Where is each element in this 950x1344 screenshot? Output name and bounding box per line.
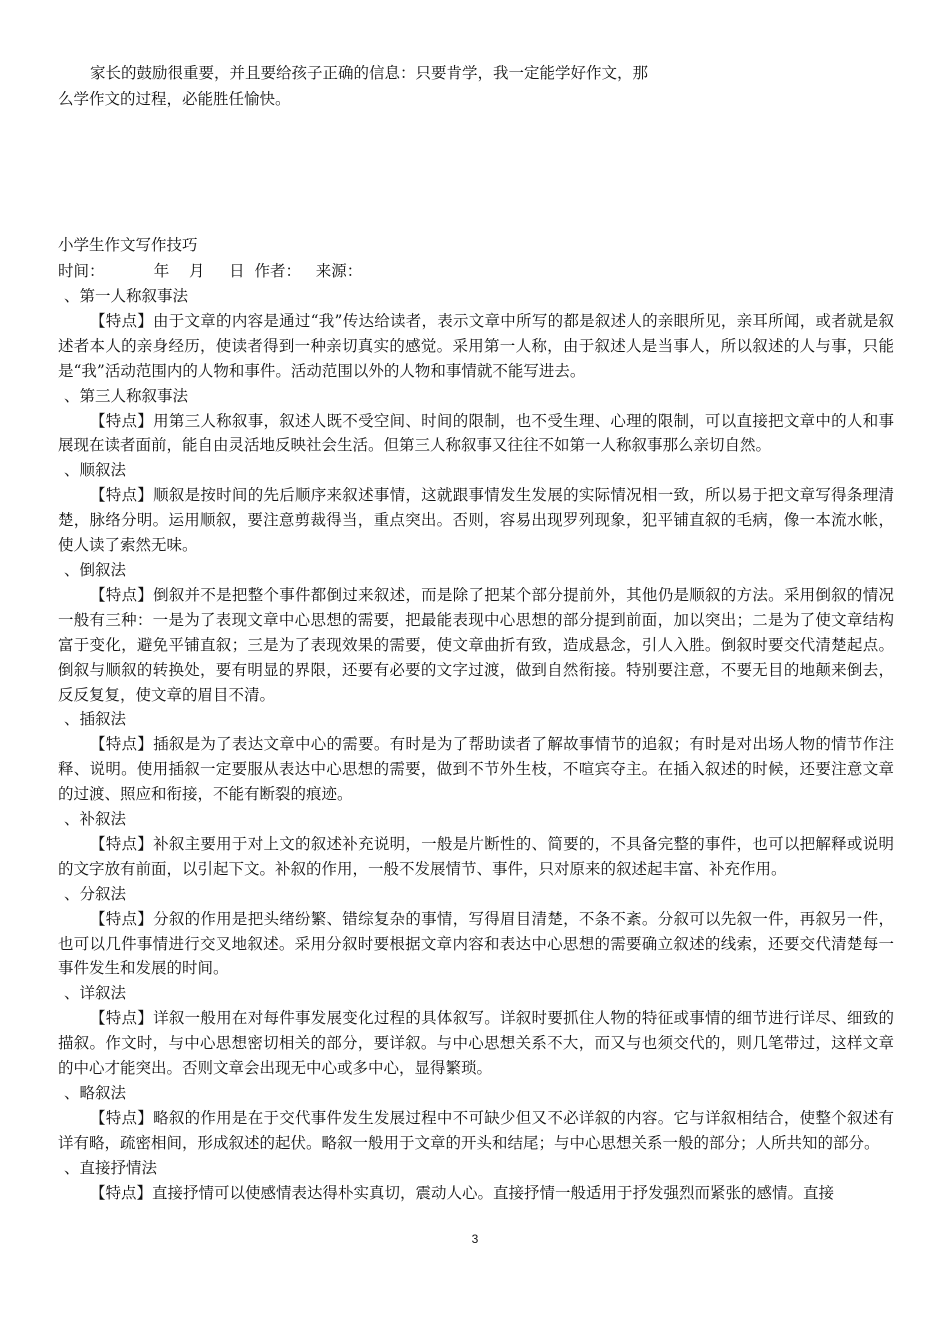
section-heading: 、第一人称叙事法 <box>64 287 189 305</box>
section <box>58 1156 894 1206</box>
feature-tag: 【特点】 <box>90 486 154 505</box>
section <box>58 1081 894 1156</box>
section-heading: 、插叙法 <box>64 710 127 729</box>
section-heading: 、直接抒情法 <box>64 1158 158 1177</box>
section-paragraph <box>58 732 894 807</box>
section <box>58 558 894 707</box>
section-paragraph <box>58 409 894 459</box>
section-paragraph <box>58 1181 894 1206</box>
section-text: 直接抒情可以使感情表达得朴实真切，震动人心。直接抒情一般适用于抒发强烈而紧张的感情。直接 <box>152 1183 835 1202</box>
section-paragraph <box>58 907 894 982</box>
intro-paragraph <box>58 60 738 112</box>
section <box>58 384 894 459</box>
feature-tag: 【特点】 <box>90 1108 154 1127</box>
section-heading: 、分叙法 <box>64 884 127 903</box>
section-paragraph <box>58 1006 894 1081</box>
section <box>58 807 894 882</box>
section-text: 插叙是为了表达文章中心的需要。有时是为了帮助读者了解故事情节的追叙；有时是对出场人物的情节作注释、说明。使用插叙一定要服从表达中心思想的需要，做到不节外生枝，不喧宾夺主。在插入叙述的时候，还要注意文章的过渡、照应和衔接，不能有断裂的痕迹。 <box>58 735 894 804</box>
section-text: 分叙的作用是把头绪纷繁、错综复杂的事情，写得眉目清楚，不条不紊。分叙可以先叙一件，再叙另一件，也可以几件事情进行交叉地叙述。采用分叙时要根据文章内容和表达中心思想的需要确立叙述的线索，还要交代清楚每一事件发生和发展的时间。 <box>58 909 894 978</box>
feature-tag: 【特点】 <box>90 735 154 754</box>
section <box>58 981 894 1081</box>
section-text: 略叙的作用是在于交代事件发生发展过程中不可缺少但又不必详叙的内容。它与详叙相结合，使整个叙述有详有略，疏密相间，形成叙述的起伏。略叙一般用于文章的开头和结尾；与中心思想关系一般的部分；人所共知的部分。 <box>58 1108 894 1152</box>
section-paragraph <box>58 583 894 708</box>
feature-tag: 【特点】 <box>90 834 154 853</box>
section-paragraph <box>58 832 894 882</box>
section-text: 顺叙是按时间的先后顺序来叙述事情，这就跟事情发生发展的实际情况相一致，所以易于把文章写得条理清楚，脉络分明。运用顺叙，要注意剪裁得当，重点突出。否则，容易出现罗列现象，犯平铺直叙的毛病，像一本流水帐，使人读了索然无味。 <box>58 486 894 555</box>
feature-tag: 【特点】 <box>90 311 154 330</box>
intro-line-1: 家长的鼓励很重要，并且要给孩子正确的信息：只要肯学，我一定能学好作文，那 <box>90 64 649 82</box>
page-number: 3 <box>471 1232 479 1246</box>
article-meta: 时间： 年 月 日 作者： 来源： <box>58 262 363 280</box>
feature-tag: 【特点】 <box>90 411 154 430</box>
section <box>58 284 894 384</box>
section-heading: 、倒叙法 <box>64 560 127 579</box>
section-text: 由于文章的内容是通过“我”传达给读者，表示文章中所写的都是叙述人的亲眼所见，亲耳所闻，或者就是叙述者本人的亲身经历，使读者得到一种亲切真实的感觉。采用第一人称，由于叙述人是当事人，所以叙述的人与事，只能是“我”活动范围内的人物和事件。活动范围以外的人物和事情就不能写进去。 <box>58 311 894 380</box>
section-paragraph <box>58 483 894 558</box>
section <box>58 458 894 558</box>
feature-tag: 【特点】 <box>90 1009 154 1028</box>
section-paragraph <box>58 309 894 384</box>
section <box>58 707 894 807</box>
section <box>58 882 894 982</box>
intro-line-2: 么学作文的过程，必能胜任愉快。 <box>58 90 291 108</box>
section-heading: 、详叙法 <box>64 984 127 1003</box>
feature-tag: 【特点】 <box>90 909 154 928</box>
section-heading: 、第三人称叙事法 <box>64 386 189 405</box>
section-text: 用第三人称叙事，叙述人既不受空间、时间的限制，也不受生理、心理的限制，可以直接把文章中的人和事展现在读者面前，能自由灵活地反映社会生活。但第三人称叙事又往往不如第一人称叙事那么亲切自然。 <box>58 411 894 455</box>
article-title: 小学生作文写作技巧 <box>58 236 198 254</box>
section-text: 倒叙并不是把整个事件都倒过来叙述，而是除了把某个部分提前外，其他仍是顺叙的方法。采用倒叙的情况一般有三种：一是为了表现文章中心思想的需要，把最能表现中心思想的部分提到前面，加以突出；二是为了使文章结构富于变化，避免平铺直叙；三是为了表现效果的需要，使文章曲折有致，造成悬念，引人入胜。倒叙时要交代清楚起点。倒叙与顺叙的转换处，要有明显的界限，还要有必要的文字过渡，做到自然衔接。特别要注意，不要无目的地颠来倒去，反反复复，使文章的眉目不清。 <box>58 585 894 704</box>
section-heading: 、略叙法 <box>64 1084 127 1102</box>
section-text: 详叙一般用在对每件事发展变化过程的具体叙写。详叙时要抓住人物的特征或事情的细节进行详尽、细致的描叙。作文时，与中心思想密切相关的部分，要详叙。与中心思想关系不大，而又与也须交代的，则几笔带过，这样文章的中心才能突出。否则文章会出现无中心或多中心，显得繁琐。 <box>58 1009 894 1078</box>
section-heading: 、顺叙法 <box>64 461 127 480</box>
feature-tag: 【特点】 <box>90 1183 153 1202</box>
section-paragraph <box>58 1106 894 1156</box>
section-heading: 、补叙法 <box>64 810 127 829</box>
article-body <box>58 284 894 1206</box>
feature-tag: 【特点】 <box>90 585 154 604</box>
section-text: 补叙主要用于对上文的叙述补充说明，一般是片断性的、简要的，不具备完整的事件，也可以把解释或说明的文字放有前面，以引起下文。补叙的作用，一般不发展情节、事件，只对原来的叙述起丰富、补充作用。 <box>58 834 894 878</box>
